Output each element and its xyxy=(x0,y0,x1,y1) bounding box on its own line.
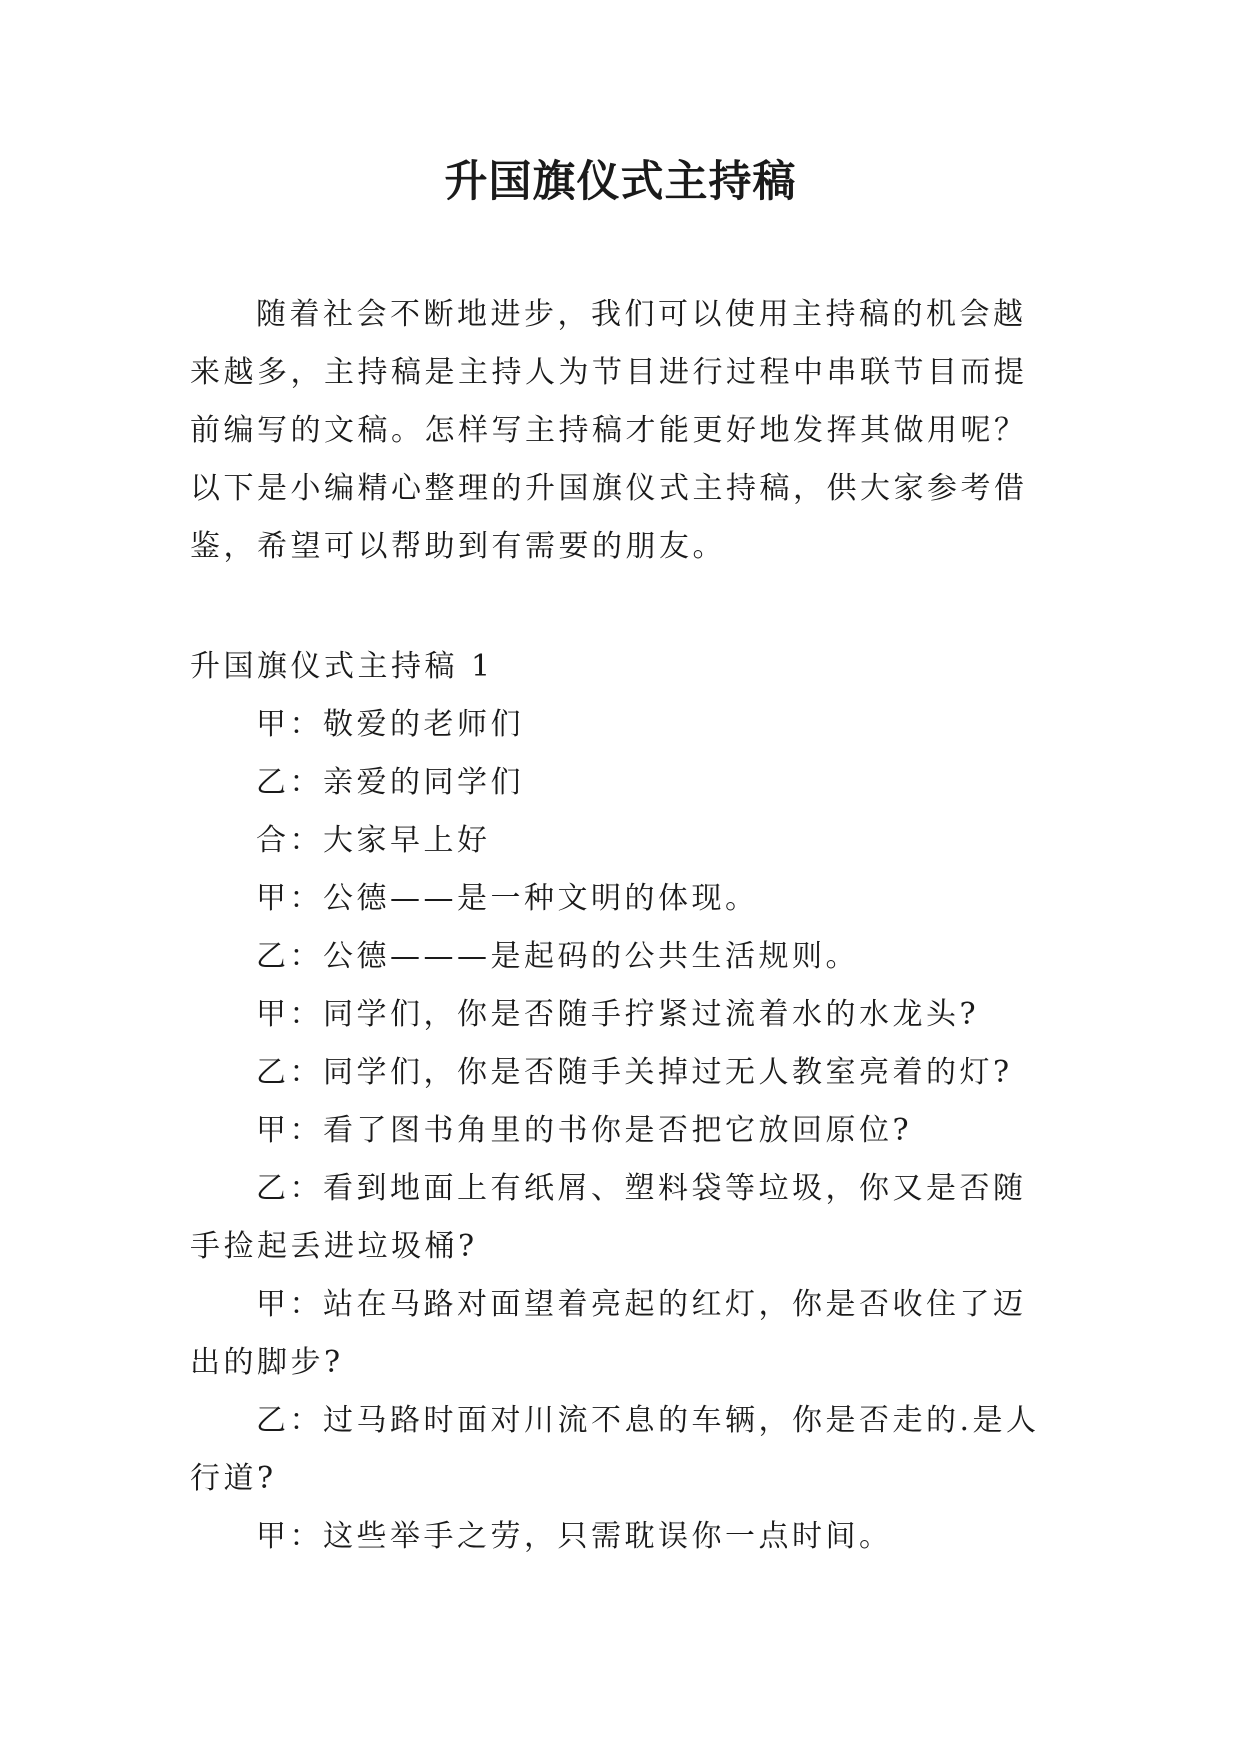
dialogue-line: 甲：公德——是一种文明的体现。 xyxy=(256,881,759,916)
dialogue-line: 乙：过马路时面对川流不息的车辆，你是否走的.是人行道? xyxy=(190,1403,1040,1496)
dialogue-line: 甲：同学们，你是否随手拧紧过流着水的水龙头? xyxy=(256,997,980,1032)
dialogue-line: 乙：公德———是起码的公共生活规则。 xyxy=(256,939,859,974)
dialogue-line: 乙：亲爱的同学们 xyxy=(256,765,524,800)
dialogue-line: 甲：敬爱的老师们 xyxy=(256,707,524,742)
section-heading: 升国旗仪式主持稿 1 xyxy=(190,649,494,684)
document-title: 升国旗仪式主持稿 xyxy=(444,157,797,207)
dialogue-line: 甲：看了图书角里的书你是否把它放回原位? xyxy=(256,1113,913,1148)
dialogue-line: 甲：站在马路对面望着亮起的红灯，你是否收住了迈出的脚步? xyxy=(190,1287,1027,1380)
dialogue-line: 合：大家早上好 xyxy=(256,823,491,858)
dialogue-line: 乙：同学们，你是否随手关掉过无人教室亮着的灯? xyxy=(256,1055,1013,1090)
dialogue-line: 甲：这些举手之劳，只需耽误你一点时间。 xyxy=(256,1519,893,1554)
intro-paragraph: 随着社会不断地进步，我们可以使用主持稿的机会越来越多，主持稿是主持人为节目进行过程中串联节目而提前编写的文稿。怎样写主持稿才能更好地发挥其做用呢？以下是小编精心整理的升国旗仪式主持稿，供大家参考借鉴，希望可以帮助到有需要的朋友。 xyxy=(190,297,1028,564)
script-section xyxy=(190,638,1052,1566)
dialogue-line: 乙：看到地面上有纸屑、塑料袋等垃圾，你又是否随手捡起丢进垃圾桶? xyxy=(190,1171,1027,1264)
